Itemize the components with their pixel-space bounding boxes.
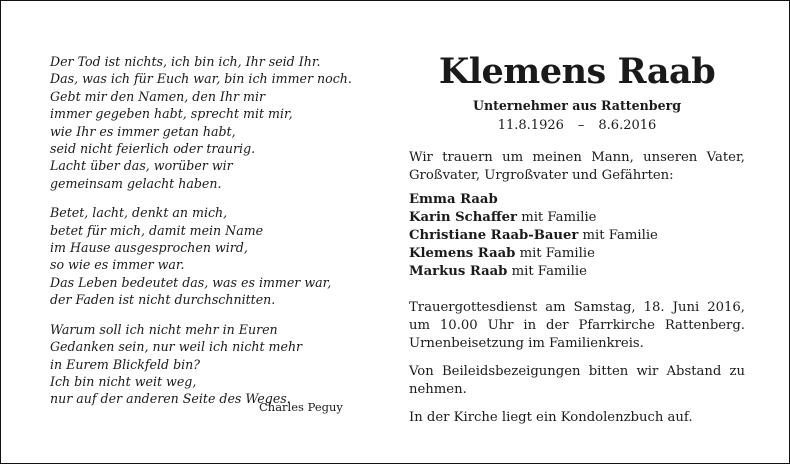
poem <box>50 53 350 420</box>
poem-line: der Faden ist nicht durchschnitten. <box>50 292 276 308</box>
poem-line: gemeinsam gelacht haben. <box>50 175 222 191</box>
poem-line: Lacht über das, worüber wir <box>50 158 233 174</box>
mourner-item <box>409 227 745 245</box>
poem-line: betet für mich, damit mein Name <box>50 222 264 238</box>
poem-line: Gebt mir den Namen, den Ihr mir <box>50 88 266 104</box>
poem-line: wie Ihr es immer getan habt, <box>50 123 236 139</box>
mourner-item <box>409 263 745 281</box>
poem-line: immer gegeben habt, sprecht mit mir, <box>50 106 293 122</box>
mourner-suffix: mit Familie <box>578 228 658 243</box>
life-dates <box>409 118 745 133</box>
poem-stanza <box>50 53 350 192</box>
mourner-name: Christiane Raab-Bauer <box>409 228 579 243</box>
deceased-subtitle: Unternehmer aus Rattenberg <box>472 98 682 113</box>
death-date: 8.6.2016 <box>598 118 657 133</box>
poem-line: Gedanken sein, nur weil ich nicht mehr <box>50 339 303 355</box>
poem-line: Das Leben bedeutet das, was es immer war, <box>50 274 332 290</box>
mourner-name: Karin Schaffer <box>409 210 517 225</box>
poem-stanza <box>50 204 350 308</box>
poem-line: so wie es immer war. <box>50 257 185 273</box>
mourner-item <box>409 191 745 209</box>
poem-line: Betet, lacht, denkt an mich, <box>50 205 228 221</box>
deceased-name: Klemens Raab <box>438 51 716 92</box>
mourner-item <box>409 209 745 227</box>
mourner-suffix: mit Familie <box>507 264 587 279</box>
mourner-name: Emma Raab <box>409 192 498 207</box>
poem-line: im Hause ausgesprochen wird, <box>50 240 248 256</box>
date-separator: – <box>577 118 585 133</box>
condolence-book-note: In der Kirche liegt ein Kondolenzbuch auf. <box>409 410 693 425</box>
mourners-list <box>409 191 745 281</box>
poem-line: in Eurem Blickfeld bin? <box>50 356 201 372</box>
poem-line: Ich bin nicht weit weg, <box>50 373 197 389</box>
condolence-note: Von Beileidsbezeigungen bitten wir Abstand zu nehmen. <box>409 364 745 397</box>
mourning-intro: Wir trauern um meinen Mann, unseren Vater, Großvater, Urgroßvater und Gefährten: <box>409 150 745 183</box>
mourner-name: Markus Raab <box>409 264 508 279</box>
birth-date: 11.8.1926 <box>497 118 564 133</box>
poem-line: Warum soll ich nicht mehr in Euren <box>50 321 278 337</box>
poem-line: Der Tod ist nichts, ich bin ich, Ihr seid Ihr. <box>50 54 321 69</box>
mourner-suffix: mit Familie <box>515 246 595 261</box>
service-info: Trauergottesdienst am Samstag, 18. Juni 2016, um 10.00 Uhr in der Pfarrkirche Rattenberg. Urnenbeisetzung im Familienkreis. <box>409 300 745 351</box>
poem-stanza <box>50 321 350 408</box>
poem-line: nur auf der anderen Seite des Weges. <box>50 391 291 407</box>
mourner-item <box>409 245 745 263</box>
poem-line: Das, was ich für Euch war, bin ich immer noch. <box>50 71 352 87</box>
poem-line: seid nicht feierlich oder traurig. <box>50 141 256 157</box>
mourner-suffix: mit Familie <box>517 210 597 225</box>
mourner-name: Klemens Raab <box>409 246 516 261</box>
poem-author: Charles Peguy <box>259 400 343 414</box>
obituary-main <box>409 51 745 427</box>
